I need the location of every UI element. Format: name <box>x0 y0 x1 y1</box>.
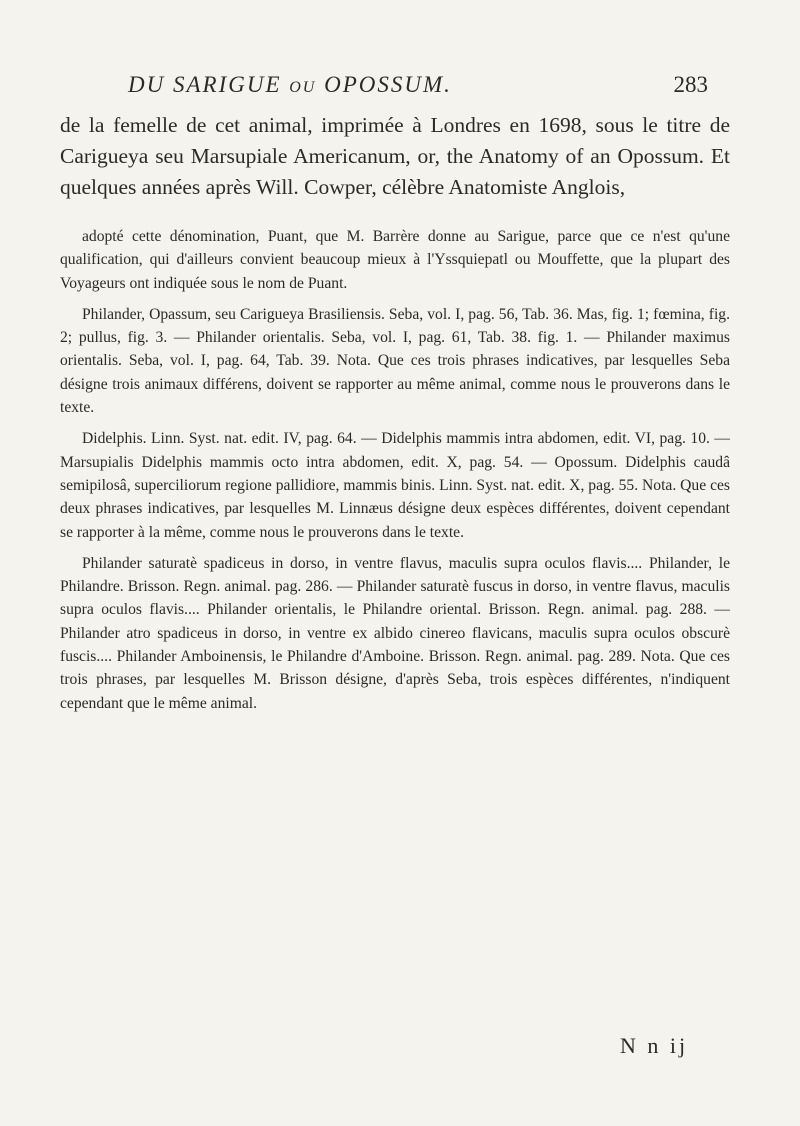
running-title: DU SARIGUE ou OPOSSUM. <box>128 72 452 97</box>
note-paragraph: Philander, Opassum, seu Carigueya Brasiliensis. Seba, vol. I, pag. 56, Tab. 36. Mas, fig. 1; fœmina, fig. 2; pullus, fig. 3. — Philander orientalis. Seba, vol. I, pag. 61, Tab. 38. fig. 1. — Philander maximus orientalis. Seba, vol. I, pag. 64, Tab. 39. Nota. Que ces trois phrases indicatives, par lesquelles Seba désigne trois animaux différens, doivent se rapporter au même animal, comme nous le prouverons dans le texte. <box>60 305 730 417</box>
body-text <box>60 110 730 715</box>
page-header <box>88 72 708 106</box>
note-paragraph: Didelphis. Linn. Syst. nat. edit. IV, pag. 64. — Didelphis mammis intra abdomen, edit. VI, pag. 10. — Marsupialis Didelphis mammis octo intra abdomen, edit. X, pag. 54. — Opossum. Didelphis caudâ semipilosâ, superciliorum regione pallidiore, mammis binis. Linn. Syst. nat. edit. X, pag. 55. Nota. Que ces deux phrases indicatives, par lesquelles M. Linnæus désigne deux espèces différentes, doivent cependant se rapporter à la même, comme nous le prouverons dans le texte. <box>60 430 730 541</box>
footnotes <box>60 225 730 715</box>
page-number: 283 <box>673 72 708 97</box>
note-paragraph: adopté cette dénomination, Puant, que M. Barrère donne au Sarigue, parce que ce n'est qu'une qualification, qui d'ailleurs convient beaucoup mieux à l'Yssquiepatl ou Mouffette, que la plupart des Voyageurs ont indiquée sous le nom de Puant. <box>60 228 730 292</box>
note-paragraph: Philander saturatè spadiceus in dorso, in ventre flavus, maculis supra oculos flavis.... Philander, le Philandre. Brisson. Regn. animal. pag. 286. — Philander saturatè fuscus in dorso, in ventre flavus, maculis supra oculos flavis.... Philander orientalis, le Philandre oriental. Brisson. Regn. animal. pag. 288. — Philander atro spadiceus in dorso, in ventre ex albido cinereo flavicans, maculis supra oculos obscurè fuscis.... Philander Amboinensis, le Philandre d'Amboine. Brisson. Regn. animal. pag. 289. Nota. Que ces trois phrases, par lesquelles M. Brisson désigne, d'après Seba, trois espèces différentes, n'indiquent cependant que le même animal. <box>60 554 730 712</box>
signature-mark: N n ij <box>620 1033 689 1058</box>
lead-paragraph: de la femelle de cet animal, imprimée à Londres en 1698, sous le titre de Carigueya seu Marsupiale Americanum, or, the Anatomy of an Opossum. Et quelques années après Will. Cowper, célèbre Anatomiste Anglois, <box>60 113 730 199</box>
